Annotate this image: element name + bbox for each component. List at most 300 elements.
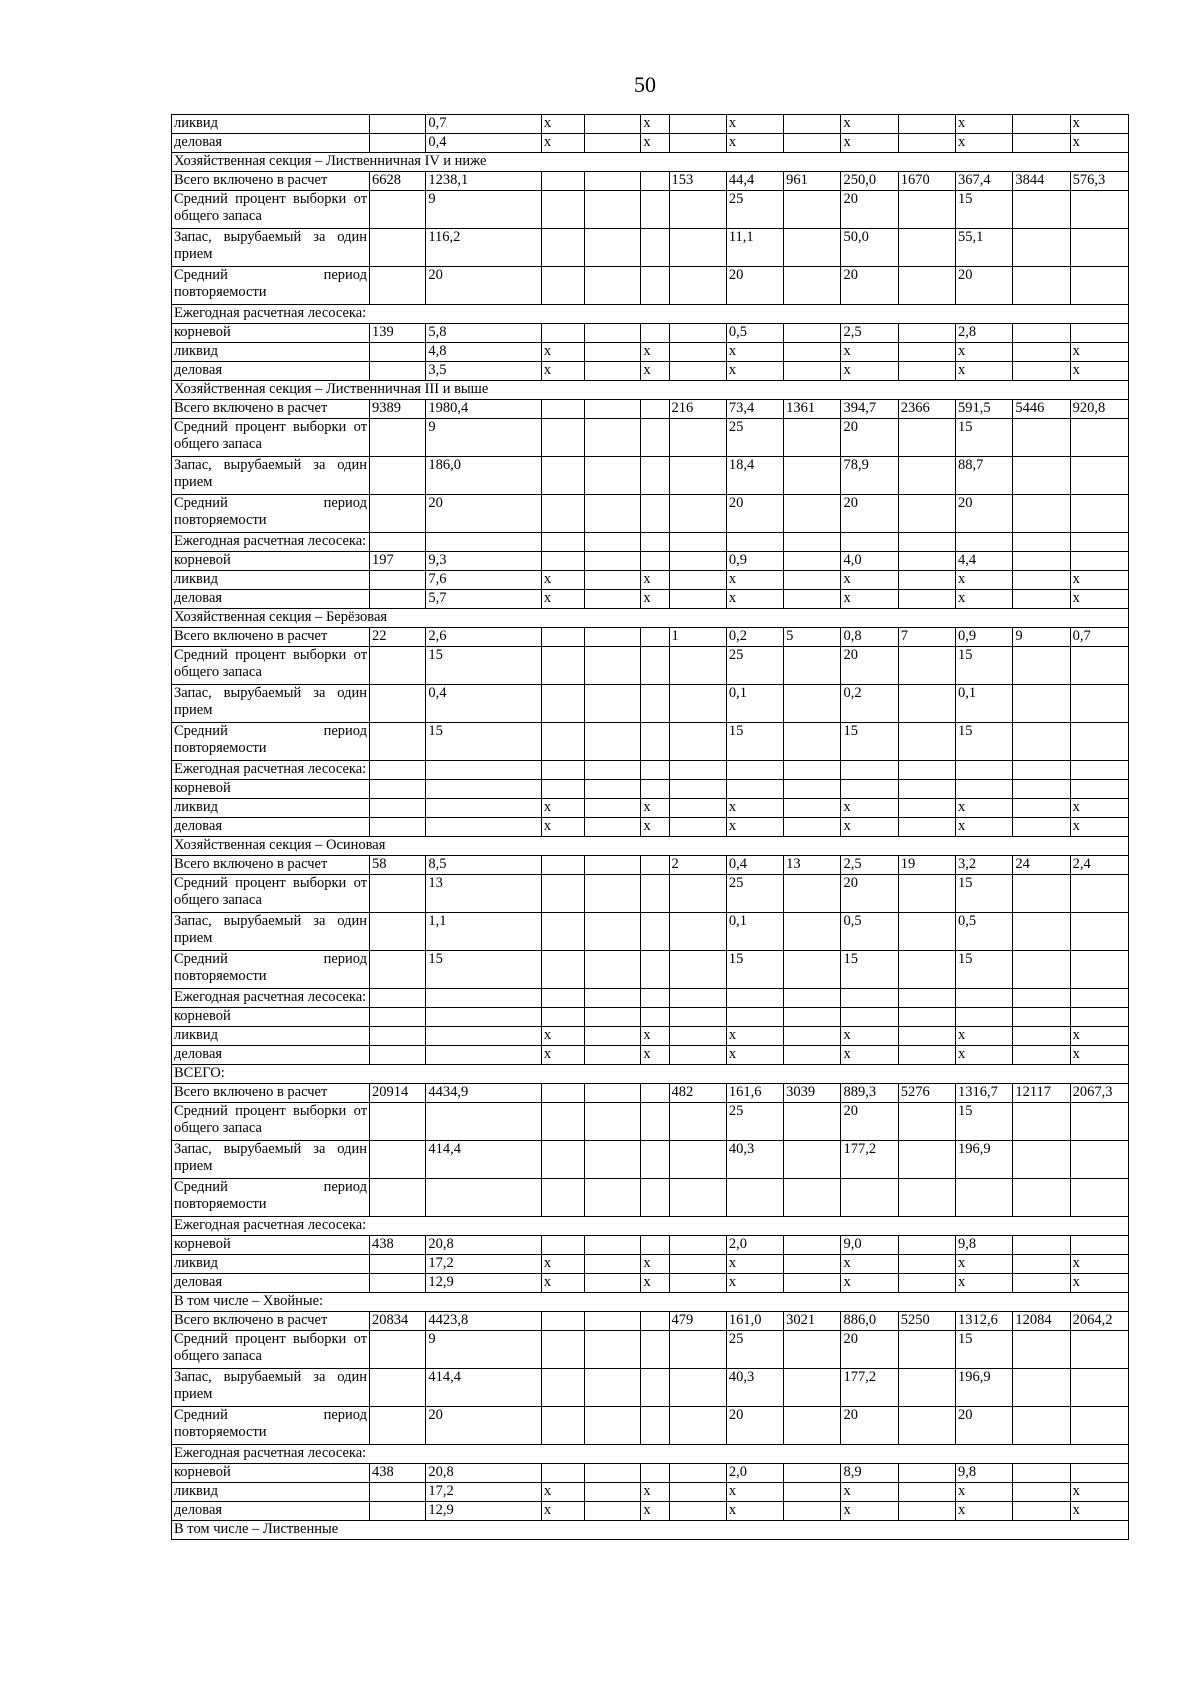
table-cell: 116,2	[426, 229, 542, 267]
table-cell	[585, 400, 641, 419]
section-row	[172, 1445, 1129, 1464]
row-label: Средний процент выборки от общего запаса	[172, 875, 370, 913]
section-title: ВСЕГО:	[172, 1065, 1129, 1084]
row-label: корневой	[172, 780, 370, 799]
table-cell: 24	[1013, 856, 1070, 875]
table-row	[172, 628, 1129, 647]
table-row	[172, 115, 1129, 134]
row-label: ликвид	[172, 571, 370, 590]
table-cell: 4,8	[426, 343, 542, 362]
table-cell: х	[641, 1483, 669, 1502]
table-row	[172, 419, 1129, 457]
table-cell	[669, 780, 726, 799]
table-cell: х	[726, 818, 783, 837]
table-cell: 20	[726, 495, 783, 533]
table-cell: 20	[426, 1407, 542, 1445]
table-cell	[1070, 723, 1128, 761]
table-cell	[784, 780, 841, 799]
row-label: Средний период повторяемости	[172, 495, 370, 533]
table-cell: х	[841, 1255, 898, 1274]
table-cell: 920,8	[1070, 400, 1128, 419]
table-cell: х	[841, 799, 898, 818]
table-cell	[669, 875, 726, 913]
table-cell	[898, 324, 955, 343]
table-cell	[585, 229, 641, 267]
table-cell	[898, 913, 955, 951]
row-label: деловая	[172, 818, 370, 837]
table-cell	[669, 989, 726, 1008]
table-cell	[1013, 324, 1070, 343]
table-cell	[898, 647, 955, 685]
table-cell	[541, 951, 584, 989]
table-cell: 9	[426, 191, 542, 229]
table-cell: х	[841, 1502, 898, 1521]
table-cell	[898, 267, 955, 305]
table-cell	[898, 989, 955, 1008]
table-cell	[1070, 913, 1128, 951]
table-cell: х	[1070, 799, 1128, 818]
table-cell: х	[726, 115, 783, 134]
table-cell	[784, 552, 841, 571]
table-cell: 20	[426, 267, 542, 305]
table-cell: 197	[370, 552, 426, 571]
table-cell	[898, 818, 955, 837]
table-cell	[784, 1046, 841, 1065]
table-cell	[669, 495, 726, 533]
table-cell	[669, 1407, 726, 1445]
row-label: Всего включено в расчет	[172, 1084, 370, 1103]
table-cell: 0,5	[726, 324, 783, 343]
table-cell	[784, 362, 841, 381]
table-cell	[669, 1027, 726, 1046]
table-cell	[370, 457, 426, 495]
table-cell: 9	[426, 1331, 542, 1369]
table-cell	[1070, 1464, 1128, 1483]
table-cell	[784, 1464, 841, 1483]
row-label: ликвид	[172, 1027, 370, 1046]
table-cell: 15	[956, 875, 1013, 913]
table-row	[172, 761, 1129, 780]
section-title: Хозяйственная секция – Лиственничная III и выше	[172, 381, 1129, 400]
table-cell	[898, 761, 955, 780]
table-cell	[669, 1141, 726, 1179]
table-cell	[641, 229, 669, 267]
table-cell	[784, 343, 841, 362]
table-cell	[784, 590, 841, 609]
table-cell	[1013, 989, 1070, 1008]
table-cell	[370, 362, 426, 381]
table-cell	[370, 1141, 426, 1179]
page-number: 50	[634, 72, 656, 97]
table-cell: х	[956, 1255, 1013, 1274]
table-cell	[585, 1084, 641, 1103]
table-cell	[541, 1141, 584, 1179]
table-cell	[784, 913, 841, 951]
table-cell: 15	[956, 419, 1013, 457]
table-cell	[641, 1369, 669, 1407]
table-cell	[541, 229, 584, 267]
table-cell	[669, 134, 726, 153]
table-cell: х	[641, 343, 669, 362]
table-cell: х	[641, 590, 669, 609]
table-cell: 2,0	[726, 1236, 783, 1255]
table-cell: 73,4	[726, 400, 783, 419]
table-cell	[1013, 419, 1070, 457]
table-cell: 2,5	[841, 324, 898, 343]
table-cell: 20834	[370, 1312, 426, 1331]
table-row	[172, 1331, 1129, 1369]
table-cell	[1070, 267, 1128, 305]
table-cell	[641, 1312, 669, 1331]
table-cell: 20	[841, 495, 898, 533]
table-cell	[641, 191, 669, 229]
table-cell	[370, 1255, 426, 1274]
table-cell	[426, 1103, 542, 1141]
table-cell	[784, 1274, 841, 1293]
table-cell	[541, 191, 584, 229]
table-cell: х	[541, 1274, 584, 1293]
row-label: корневой	[172, 552, 370, 571]
table-cell: х	[956, 1046, 1013, 1065]
table-cell: 196,9	[956, 1141, 1013, 1179]
table-cell	[541, 780, 584, 799]
row-label: корневой	[172, 1008, 370, 1027]
table-cell	[669, 324, 726, 343]
table-cell: х	[1070, 1274, 1128, 1293]
table-cell: 11,1	[726, 229, 783, 267]
table-cell: 2,5	[841, 856, 898, 875]
table-cell	[669, 647, 726, 685]
table-cell	[898, 799, 955, 818]
table-cell	[370, 1369, 426, 1407]
table-cell: х	[726, 1483, 783, 1502]
table-cell	[841, 1179, 898, 1217]
table-cell	[898, 1331, 955, 1369]
table-cell: х	[726, 1274, 783, 1293]
table-row	[172, 400, 1129, 419]
table-cell: 25	[726, 875, 783, 913]
table-cell: х	[1070, 115, 1128, 134]
table-cell	[541, 761, 584, 780]
table-cell	[784, 457, 841, 495]
table-cell: 78,9	[841, 457, 898, 495]
table-cell	[370, 818, 426, 837]
table-cell: х	[841, 343, 898, 362]
table-cell	[1070, 495, 1128, 533]
table-cell	[641, 647, 669, 685]
table-cell	[898, 191, 955, 229]
table-cell: 0,9	[726, 552, 783, 571]
row-label: Средний период повторяемости	[172, 1179, 370, 1217]
table-row	[172, 818, 1129, 837]
table-cell: х	[641, 115, 669, 134]
table-cell: 1312,6	[956, 1312, 1013, 1331]
table-cell: 2	[669, 856, 726, 875]
table-cell: 15	[426, 951, 542, 989]
table-cell: 5	[784, 628, 841, 647]
row-label: Средний период повторяемости	[172, 951, 370, 989]
table-cell	[669, 913, 726, 951]
table-cell	[784, 1407, 841, 1445]
table-cell	[898, 1464, 955, 1483]
table-cell	[541, 1331, 584, 1369]
table-cell	[641, 913, 669, 951]
table-cell: х	[1070, 343, 1128, 362]
table-row	[172, 495, 1129, 533]
table-cell: 20	[956, 495, 1013, 533]
table-cell	[841, 780, 898, 799]
table-cell	[669, 1236, 726, 1255]
table-cell	[726, 1179, 783, 1217]
table-cell	[1013, 1502, 1070, 1521]
table-row	[172, 134, 1129, 153]
table-cell	[585, 875, 641, 913]
table-cell	[669, 1179, 726, 1217]
table-cell	[370, 1179, 426, 1217]
table-cell	[784, 1027, 841, 1046]
table-cell: 0,7	[1070, 628, 1128, 647]
table-cell: 44,4	[726, 172, 783, 191]
table-cell: х	[641, 571, 669, 590]
table-row	[172, 856, 1129, 875]
table-cell	[784, 799, 841, 818]
table-cell	[370, 761, 426, 780]
table-cell: 15	[841, 723, 898, 761]
table-cell: 20	[726, 1407, 783, 1445]
table-cell	[541, 1236, 584, 1255]
table-cell: 13	[426, 875, 542, 913]
table-cell: 2067,3	[1070, 1084, 1128, 1103]
table-cell: 25	[726, 191, 783, 229]
row-label: Запас, вырубаемый за один прием	[172, 1141, 370, 1179]
table-cell	[1013, 1331, 1070, 1369]
table-cell: х	[1070, 1046, 1128, 1065]
table-cell	[669, 685, 726, 723]
table-row	[172, 552, 1129, 571]
table-cell	[784, 229, 841, 267]
table-cell	[585, 191, 641, 229]
table-cell	[370, 1027, 426, 1046]
table-cell	[585, 1141, 641, 1179]
row-label: деловая	[172, 1502, 370, 1521]
row-label: корневой	[172, 1464, 370, 1483]
table-cell	[585, 134, 641, 153]
table-cell	[1013, 1141, 1070, 1179]
table-cell: 20	[841, 267, 898, 305]
table-cell: 196,9	[956, 1369, 1013, 1407]
table-cell	[585, 495, 641, 533]
table-cell	[1070, 780, 1128, 799]
table-cell: 2,4	[1070, 856, 1128, 875]
section-title: В том числе – Лиственные	[172, 1521, 1129, 1540]
table-cell: х	[841, 1483, 898, 1502]
table-cell: 12084	[1013, 1312, 1070, 1331]
table-cell	[641, 875, 669, 913]
table-cell: 1980,4	[426, 400, 542, 419]
table-cell: 3,2	[956, 856, 1013, 875]
table-cell: 15	[726, 723, 783, 761]
table-cell: 0,2	[726, 628, 783, 647]
table-cell	[898, 343, 955, 362]
table-cell: 576,3	[1070, 172, 1128, 191]
table-cell	[585, 628, 641, 647]
table-cell: х	[956, 590, 1013, 609]
table-cell	[426, 761, 542, 780]
table-cell: х	[726, 362, 783, 381]
table-cell: 20	[841, 875, 898, 913]
table-cell	[541, 875, 584, 913]
table-cell: х	[956, 1483, 1013, 1502]
table-cell: х	[956, 1027, 1013, 1046]
table-cell	[370, 533, 426, 552]
row-label: ликвид	[172, 343, 370, 362]
table-cell	[585, 362, 641, 381]
table-cell	[898, 229, 955, 267]
table-cell	[585, 1274, 641, 1293]
table-cell: 6628	[370, 172, 426, 191]
table-cell: 4434,9	[426, 1084, 542, 1103]
table-cell: 0,1	[956, 685, 1013, 723]
table-cell	[784, 1502, 841, 1521]
row-label: Ежегодная расчетная лесосека:	[172, 533, 370, 552]
table-cell	[641, 1236, 669, 1255]
table-cell: 20	[841, 647, 898, 685]
table-cell: 4,0	[841, 552, 898, 571]
section-title: Ежегодная расчетная лесосека:	[172, 1217, 1129, 1236]
table-cell	[541, 419, 584, 457]
table-cell: х	[541, 1027, 584, 1046]
table-cell	[1013, 685, 1070, 723]
table-cell: 25	[726, 419, 783, 457]
table-cell	[426, 818, 542, 837]
table-cell: 216	[669, 400, 726, 419]
table-cell	[370, 1008, 426, 1027]
table-cell	[370, 875, 426, 913]
table-cell: х	[841, 590, 898, 609]
table-row	[172, 913, 1129, 951]
table-cell	[541, 495, 584, 533]
table-row	[172, 1084, 1129, 1103]
table-cell: 591,5	[956, 400, 1013, 419]
table-row	[172, 1312, 1129, 1331]
table-row	[172, 647, 1129, 685]
table-cell: х	[641, 134, 669, 153]
table-cell: 50,0	[841, 229, 898, 267]
table-cell	[898, 419, 955, 457]
table-cell	[585, 1331, 641, 1369]
section-row	[172, 609, 1129, 628]
table-cell: 2,0	[726, 1464, 783, 1483]
table-cell: х	[541, 799, 584, 818]
table-row	[172, 571, 1129, 590]
table-cell: х	[641, 1502, 669, 1521]
table-cell: 15	[426, 723, 542, 761]
table-cell: 1238,1	[426, 172, 542, 191]
table-cell	[585, 647, 641, 685]
table-cell: 20	[956, 1407, 1013, 1445]
table-cell	[956, 1008, 1013, 1027]
table-row	[172, 1274, 1129, 1293]
table-cell	[1013, 723, 1070, 761]
table-cell	[956, 989, 1013, 1008]
table-cell: х	[841, 115, 898, 134]
table-cell: х	[841, 571, 898, 590]
table-cell	[669, 191, 726, 229]
row-label: ликвид	[172, 799, 370, 818]
table-cell: 0,4	[426, 134, 542, 153]
table-cell: х	[956, 1274, 1013, 1293]
table-row	[172, 229, 1129, 267]
table-cell	[784, 1331, 841, 1369]
table-cell	[541, 533, 584, 552]
table-cell: 88,7	[956, 457, 1013, 495]
table-cell	[585, 1008, 641, 1027]
table-cell	[1070, 533, 1128, 552]
section-title: Ежегодная расчетная лесосека:	[172, 1445, 1129, 1464]
table-cell: 15	[956, 1331, 1013, 1369]
table-cell	[541, 400, 584, 419]
row-label: деловая	[172, 134, 370, 153]
table-cell	[370, 590, 426, 609]
table-cell	[641, 685, 669, 723]
table-cell	[1070, 875, 1128, 913]
table-cell	[1070, 1103, 1128, 1141]
table-cell	[784, 115, 841, 134]
section-row	[172, 305, 1129, 324]
table-cell: х	[541, 1502, 584, 1521]
row-label: Запас, вырубаемый за один прием	[172, 229, 370, 267]
table-cell	[585, 552, 641, 571]
table-cell	[898, 1369, 955, 1407]
table-cell	[370, 134, 426, 153]
table-cell	[541, 1179, 584, 1217]
table-cell	[370, 1407, 426, 1445]
table-row	[172, 343, 1129, 362]
table-cell	[898, 533, 955, 552]
table-cell	[641, 780, 669, 799]
table-cell: 1316,7	[956, 1084, 1013, 1103]
table-cell	[641, 723, 669, 761]
table-cell: 961	[784, 172, 841, 191]
table-cell	[641, 628, 669, 647]
table-cell	[956, 1179, 1013, 1217]
table-cell	[1013, 590, 1070, 609]
table-cell	[641, 1464, 669, 1483]
table-cell	[1013, 1103, 1070, 1141]
table-cell	[585, 172, 641, 191]
table-cell: 5,8	[426, 324, 542, 343]
table-cell	[1070, 1141, 1128, 1179]
table-cell: 177,2	[841, 1369, 898, 1407]
section-row	[172, 837, 1129, 856]
table-cell	[1013, 818, 1070, 837]
table-cell	[726, 1008, 783, 1027]
table-cell: 25	[726, 1331, 783, 1369]
table-cell	[898, 875, 955, 913]
table-cell	[641, 1407, 669, 1445]
table-cell: 9	[1013, 628, 1070, 647]
table-cell	[956, 761, 1013, 780]
table-cell	[1013, 799, 1070, 818]
table-cell	[898, 1407, 955, 1445]
table-cell	[541, 172, 584, 191]
table-cell	[370, 799, 426, 818]
table-cell	[585, 590, 641, 609]
table-cell	[370, 191, 426, 229]
section-row	[172, 153, 1129, 172]
table-cell	[669, 1255, 726, 1274]
table-cell: 9,0	[841, 1236, 898, 1255]
